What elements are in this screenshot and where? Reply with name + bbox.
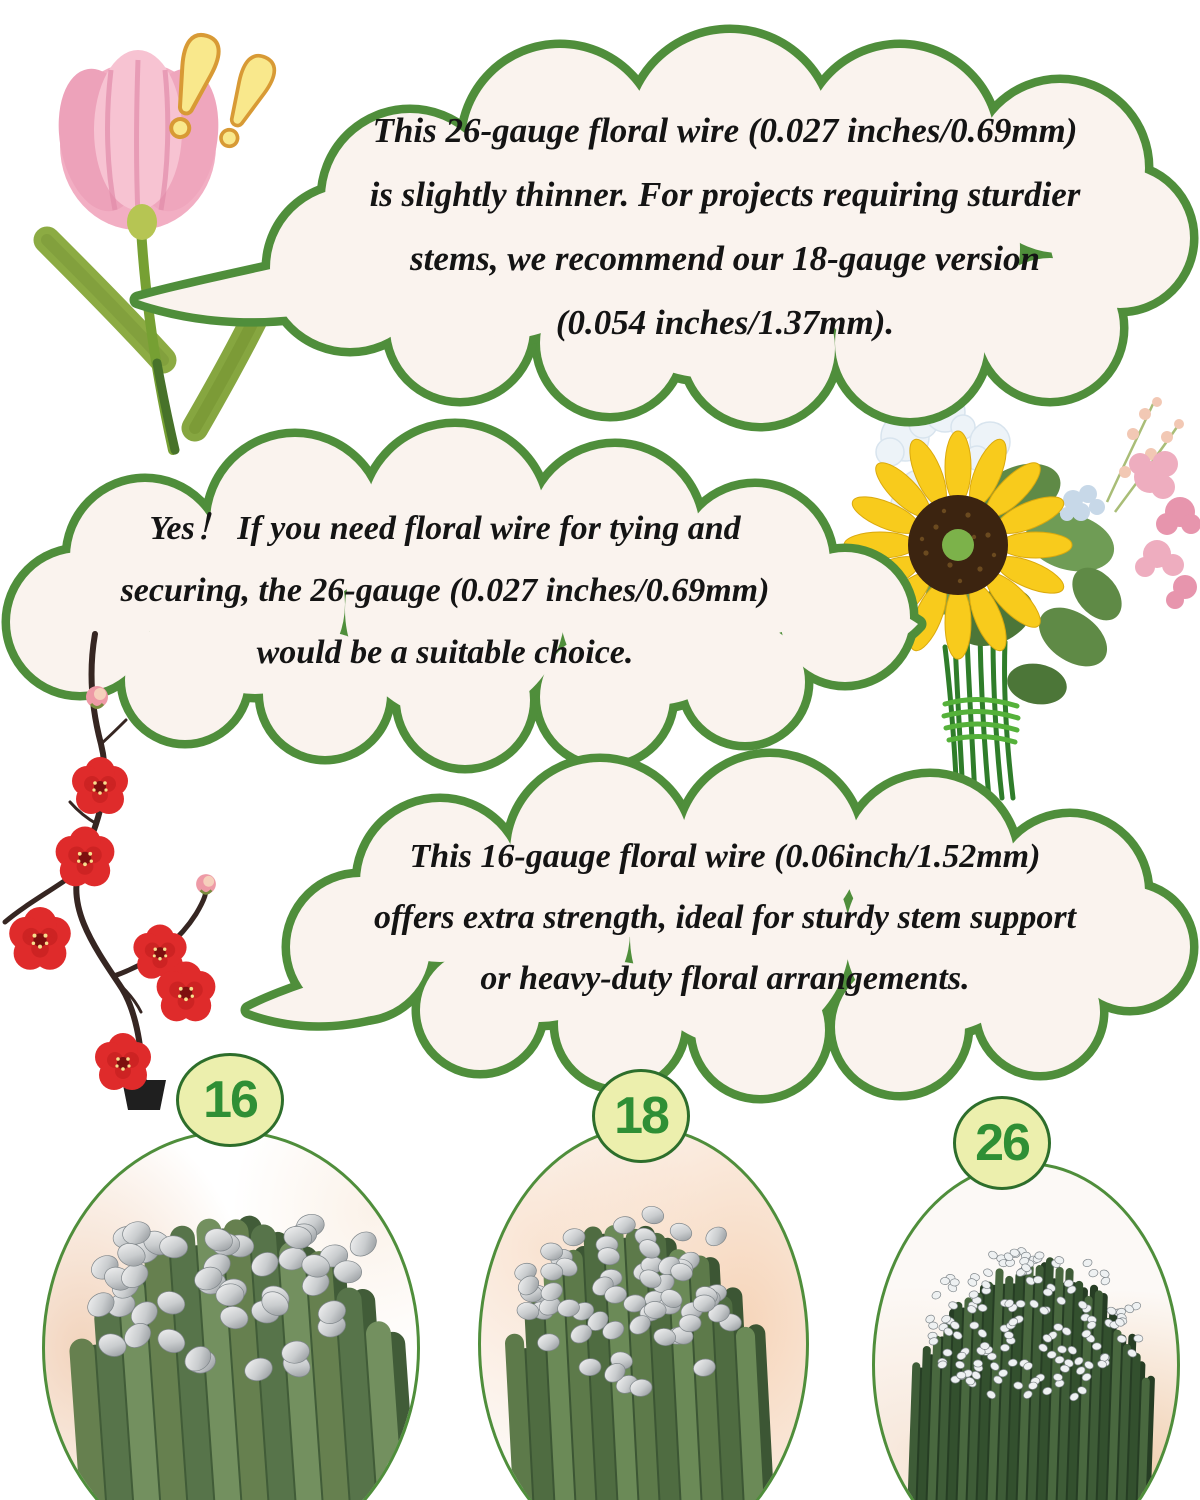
bubble-3-line-2: offers extra strength, ideal for sturdy stem support: [373, 899, 1077, 936]
gauge-badge-18-label: 18: [614, 1087, 668, 1145]
gauge-badge-26: [953, 1096, 1051, 1190]
gauge-badge-18: [592, 1069, 690, 1163]
wire-bundle-16-photo: [42, 1130, 420, 1500]
plum-blossoms: [9, 686, 216, 1090]
wire-bundle-16-drawing: [45, 1133, 417, 1500]
bouquet-pink-carnations: [1129, 451, 1200, 609]
wire-bundle-26-drawing: [875, 1165, 1177, 1500]
wire-bundle-18-drawing: [481, 1129, 806, 1500]
gauge-badge-16-label: 16: [203, 1071, 257, 1129]
gauge-badge-26-label: 26: [975, 1114, 1029, 1172]
bubble-3-text: [285, 826, 1165, 1009]
bubble-2-line-1: Yes！ If you need floral wire for tying and: [149, 510, 741, 547]
bubble-3-line-1: This 16-gauge floral wire (0.06inch/1.52mm): [409, 838, 1041, 875]
gauge-badge-16: [176, 1053, 284, 1147]
bubble-2-line-2: securing, the 26-gauge (0.027 inches/0.69mm): [120, 572, 770, 609]
bubble-1-line-4: (0.054 inches/1.37mm).: [555, 303, 895, 342]
wire-bundle-18-photo: [478, 1126, 809, 1500]
bubble-1-line-1: This 26-gauge floral wire (0.027 inches/0.69mm): [372, 111, 1078, 150]
wire-bundle-26-photo: [872, 1162, 1180, 1500]
bubble-2-line-3: would be a suitable choice.: [256, 634, 634, 671]
bubble-1-text: [250, 99, 1200, 355]
bubble-3-line-3: or heavy-duty floral arrangements.: [480, 960, 970, 997]
plum-blossom-branch-photo: [0, 612, 245, 1117]
bouquet-blue-hydrangea: [1060, 485, 1105, 521]
bubble-1-line-3: stems, we recommend our 18-gauge version: [410, 239, 1040, 278]
bubble-1-line-2: is slightly thinner. For projects requiring sturdier: [369, 175, 1081, 214]
